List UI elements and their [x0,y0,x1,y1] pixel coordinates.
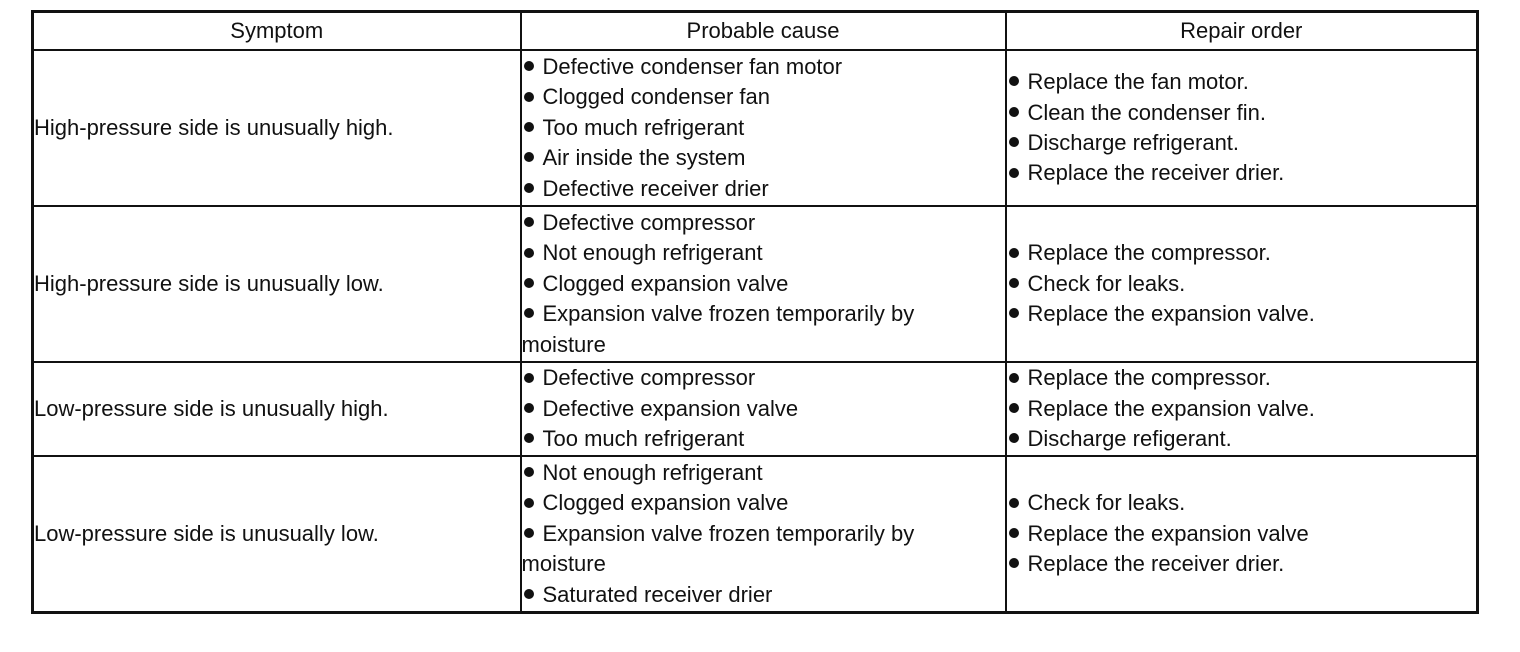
symptom-cell: High-pressure side is unusually high. [33,50,521,206]
cause-cell [521,206,1006,362]
bullet-icon [1009,278,1019,288]
header-probable-cause: Probable cause [521,12,1006,51]
cause-cell [521,456,1006,613]
cause-item: Saturated receiver drier [522,580,1005,610]
bullet-icon [524,403,534,413]
table-row [33,362,1478,456]
repair-cell [1006,206,1478,362]
repair-item: Replace the expansion valve. [1007,394,1477,424]
bullet-icon [1009,498,1019,508]
cause-item: Defective compressor [522,363,1005,393]
cause-item: Defective expansion valve [522,394,1005,424]
bullet-icon [524,248,534,258]
table-row [33,456,1478,613]
bullet-icon [1009,107,1019,117]
header-row [33,12,1478,51]
bullet-icon [1009,248,1019,258]
repair-item: Replace the expansion valve [1007,519,1477,549]
bullet-icon [1009,308,1019,318]
bullet-icon [524,152,534,162]
cause-cell [521,362,1006,456]
cause-item: Clogged expansion valve [522,269,1005,299]
bullet-icon [1009,403,1019,413]
bullet-icon [524,278,534,288]
cause-item: Defective receiver drier [522,174,1005,204]
header-symptom: Symptom [33,12,521,51]
repair-cell [1006,50,1478,206]
repair-item: Replace the receiver drier. [1007,549,1477,579]
repair-item: Discharge refrigerant. [1007,128,1477,158]
repair-item: Discharge refigerant. [1007,424,1477,454]
repair-item: Check for leaks. [1007,488,1477,518]
repair-item: Check for leaks. [1007,269,1477,299]
bullet-icon [1009,433,1019,443]
repair-item: Replace the compressor. [1007,238,1477,268]
bullet-icon [524,61,534,71]
cause-item: Air inside the system [522,143,1005,173]
cause-item: Clogged condenser fan [522,82,1005,112]
bullet-icon [524,528,534,538]
cause-item: Expansion valve frozen temporarily by moisture [521,301,915,357]
bullet-icon [1009,76,1019,86]
repair-cell [1006,362,1478,456]
symptom-cell: Low-pressure side is unusually low. [33,456,521,613]
cause-item: Clogged expansion valve [522,488,1005,518]
header-repair-order: Repair order [1006,12,1478,51]
bullet-icon [524,92,534,102]
bullet-icon [524,433,534,443]
bullet-icon [1009,137,1019,147]
bullet-icon [1009,558,1019,568]
bullet-icon [1009,168,1019,178]
table-row [33,206,1478,362]
bullet-icon [1009,373,1019,383]
cause-item: Not enough refrigerant [522,238,1005,268]
table-row [33,50,1478,206]
bullet-icon [1009,528,1019,538]
repair-item: Replace the compressor. [1007,363,1477,393]
cause-item: Too much refrigerant [522,113,1005,143]
cause-item: Not enough refrigerant [522,458,1005,488]
repair-item: Replace the fan motor. [1007,67,1477,97]
bullet-icon [524,122,534,132]
bullet-icon [524,373,534,383]
bullet-icon [524,308,534,318]
bullet-icon [524,467,534,477]
cause-item: Defective compressor [522,208,1005,238]
cause-item: Defective condenser fan motor [522,52,1005,82]
repair-item: Clean the condenser fin. [1007,98,1477,128]
repair-item: Replace the expansion valve. [1007,299,1477,329]
repair-cell [1006,456,1478,613]
cause-item: Too much refrigerant [522,424,1005,454]
bullet-icon [524,498,534,508]
cause-item: Expansion valve frozen temporarily by moisture [521,520,915,577]
bullet-icon [524,589,534,599]
bullet-icon [524,217,534,227]
diagnosis-table [31,10,1479,614]
bullet-icon [524,183,534,193]
symptom-cell: Low-pressure side is unusually high. [33,362,521,456]
cause-cell [521,50,1006,206]
symptom-cell: High-pressure side is unusually low. [33,206,521,362]
repair-item: Replace the receiver drier. [1007,158,1477,188]
